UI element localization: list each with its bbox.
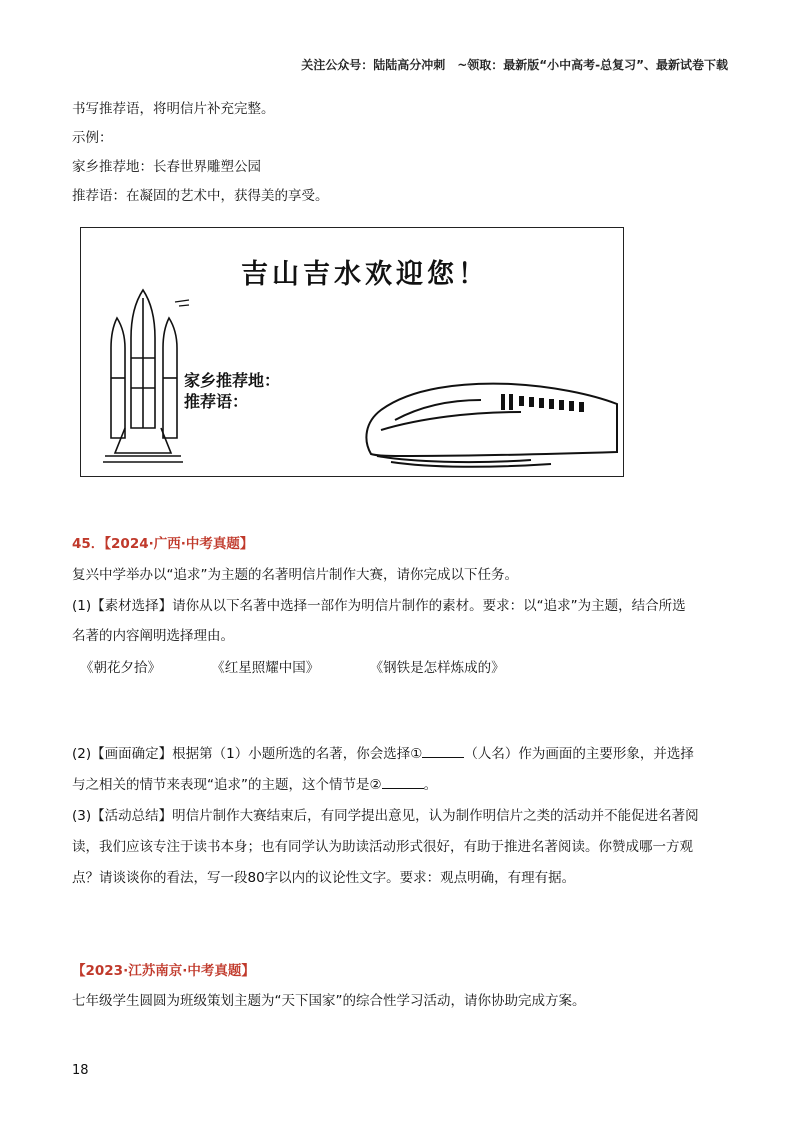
postcard-place-label: 家乡推荐地： xyxy=(184,371,281,390)
example-place: 家乡推荐地：长春世界雕塑公园 xyxy=(72,159,261,175)
page-header: 关注公众号：陆陆高分冲刺 ~领取：最新版“小中高考-总复习”、最新试卷下载 xyxy=(301,58,728,72)
question-45-part1-line1: (1)【素材选择】请你从以下名著中选择一部作为明信片制作的素材。要求：以“追求”为主题，结合所选 xyxy=(72,598,686,614)
question-45-part2-line1 xyxy=(72,744,694,764)
page-number: 18 xyxy=(72,1063,89,1078)
answer-blank-2[interactable] xyxy=(382,776,424,789)
question-45-intro: 复兴中学举办以“追求”为主题的名著明信片制作大赛，请你完成以下任务。 xyxy=(72,567,518,583)
example-words: 推荐语：在凝固的艺术中，获得美的享受。 xyxy=(72,188,329,204)
question-45-part3-line1: (3)【活动总结】明信片制作大赛结束后，有同学提出意见，认为制作明信片之类的活动并不能促进名著阅 xyxy=(72,808,699,824)
train-icon xyxy=(351,370,619,470)
part2-text-b: （人名）作为画面的主要形象，并选择 xyxy=(464,746,694,762)
rocket-icon xyxy=(95,278,191,468)
question-45-part3-line3: 点？请谈谈你的看法，写一段80字以内的议论性文字。要求：观点明确，有理有据。 xyxy=(72,870,576,886)
answer-blank-1[interactable] xyxy=(422,745,464,758)
book-option: 《朝花夕拾》 xyxy=(80,660,161,676)
part2-text-c: 与之相关的情节来表现“追求”的主题，这个情节是② xyxy=(72,777,382,793)
example-label: 示例： xyxy=(72,130,113,146)
book-options xyxy=(80,656,551,676)
book-option: 《红星照耀中国》 xyxy=(211,660,320,676)
postcard-words-label: 推荐语： xyxy=(184,392,249,411)
part2-text-a: (2)【画面确定】根据第（1）小题所选的名著，你会选择① xyxy=(72,746,423,762)
question-45-part3-line2: 读，我们应该专注于读书本身；也有同学认为助读活动形式很好，有助于推进名著阅读。你赞成哪一方观 xyxy=(72,839,693,855)
question-45-part2-line2 xyxy=(72,775,437,795)
question-46-intro: 七年级学生圆圆为班级策划主题为“天下国家”的综合性学习活动，请你协助完成方案。 xyxy=(72,993,586,1009)
postcard xyxy=(80,227,624,477)
postcard-title: 吉山吉水欢迎您！ xyxy=(241,259,489,290)
intro-line: 书写推荐语，将明信片补充完整。 xyxy=(72,101,275,117)
question-46-tag: 【2023·江苏南京·中考真题】 xyxy=(72,963,255,979)
part2-text-d: 。 xyxy=(423,777,438,793)
question-45-part1-line2: 名著的内容阐明选择理由。 xyxy=(72,628,234,644)
question-45-tag: 45．【2024·广西·中考真题】 xyxy=(72,536,254,552)
book-option: 《钢铁是怎样炼成的》 xyxy=(369,660,505,676)
